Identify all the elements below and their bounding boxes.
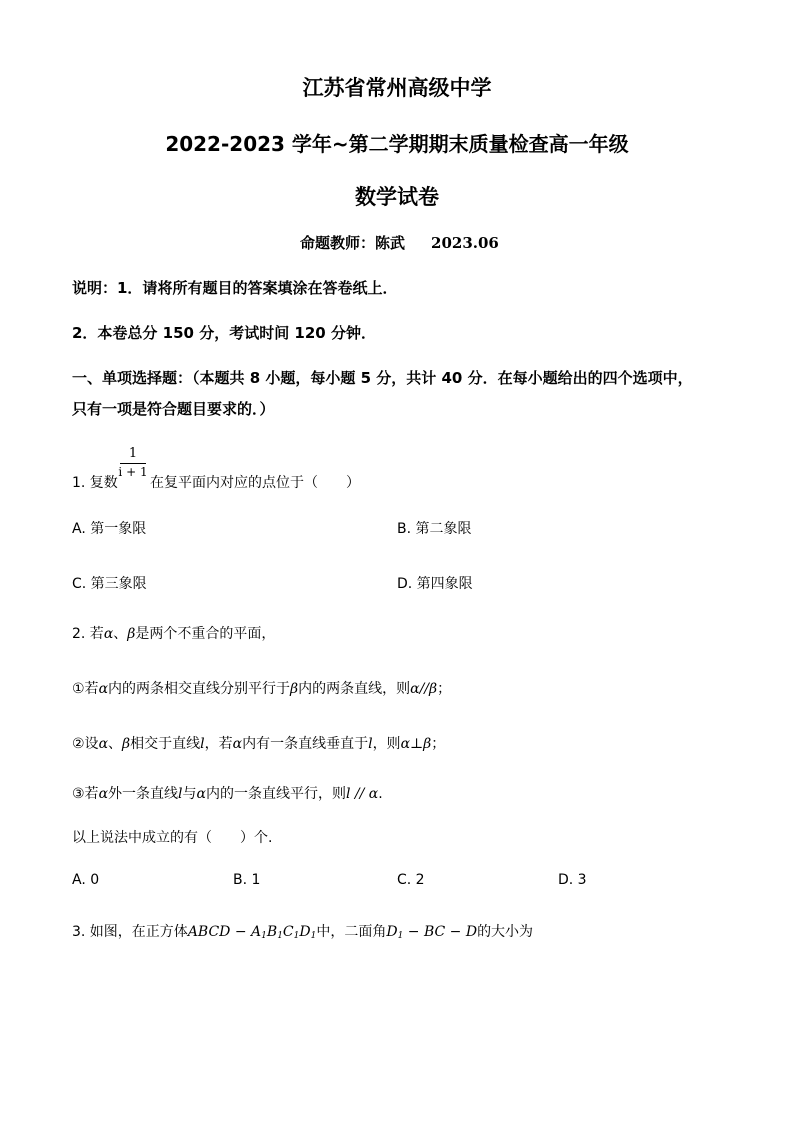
q2-statement-2: ②设α、β相交于直线l，若α内有一条直线垂直于l，则α⊥β； (72, 736, 446, 752)
exam-term-title: 2022-2023 学年~第二学期期末质量检查高一年级 (165, 132, 629, 156)
q2-option-d: D. 3 (558, 872, 587, 888)
q1-fraction-numerator: 1 (128, 446, 138, 461)
author-label: 命题教师：陈武 (300, 234, 406, 252)
school-name: 江苏省常州高级中学 (302, 76, 492, 100)
subject-title: 数学试卷 (355, 185, 439, 209)
q3-dihedral-angle: $D_1$ − BC − D (386, 924, 478, 941)
q1-prefix: 1. 复数 (72, 475, 118, 491)
q1-fraction (118, 445, 148, 480)
q1-suffix: 在复平面内对应的点位于（ ） (150, 475, 360, 491)
q3-cube: ABCD − $A_1B_1C_1D_1$ (187, 924, 317, 941)
exam-date: 2023.06 (431, 234, 499, 252)
q2-stem: 2. 若α、β是两个不重合的平面， (72, 626, 276, 642)
q3-stem: 3. 如图，在正方体ABCD − $A_1B_1C_1D_1$中，二面角$D_1$ − BC − D的大小为 (72, 924, 534, 941)
q2-option-b: B. 1 (233, 872, 261, 888)
q2-statement-1: ①若α内的两条相交直线分别平行于β内的两条直线，则α//β； (72, 681, 452, 697)
section-heading-line1: 一、单项选择题：（本题共 8 小题，每小题 5 分，共计 40 分．在每小题给出的四个选项中， (72, 369, 693, 387)
q1-option-b: B. 第二象限 (397, 521, 472, 537)
q2-option-a: A. 0 (72, 872, 100, 888)
q1-option-c: C. 第三象限 (72, 576, 147, 592)
q2-option-c: C. 2 (397, 872, 425, 888)
note-1: 说明：1．请将所有题目的答案填涂在答卷纸上． (72, 279, 398, 297)
q1-option-d: D. 第四象限 (397, 576, 473, 592)
q2-statement-3: ③若α外一条直线l与α内的一条直线平行，则l // α. (72, 786, 383, 802)
q1-option-a: A. 第一象限 (72, 521, 147, 537)
q1-fraction-denominator: i + 1 (118, 465, 148, 479)
section-heading-line2: 只有一项是符合题目要求的．） (72, 400, 275, 418)
author-line (300, 232, 499, 253)
note-2: 2．本卷总分 150 分，考试时间 120 分钟． (72, 324, 376, 342)
q2-ask: 以上说法中成立的有（ ）个. (72, 830, 273, 846)
